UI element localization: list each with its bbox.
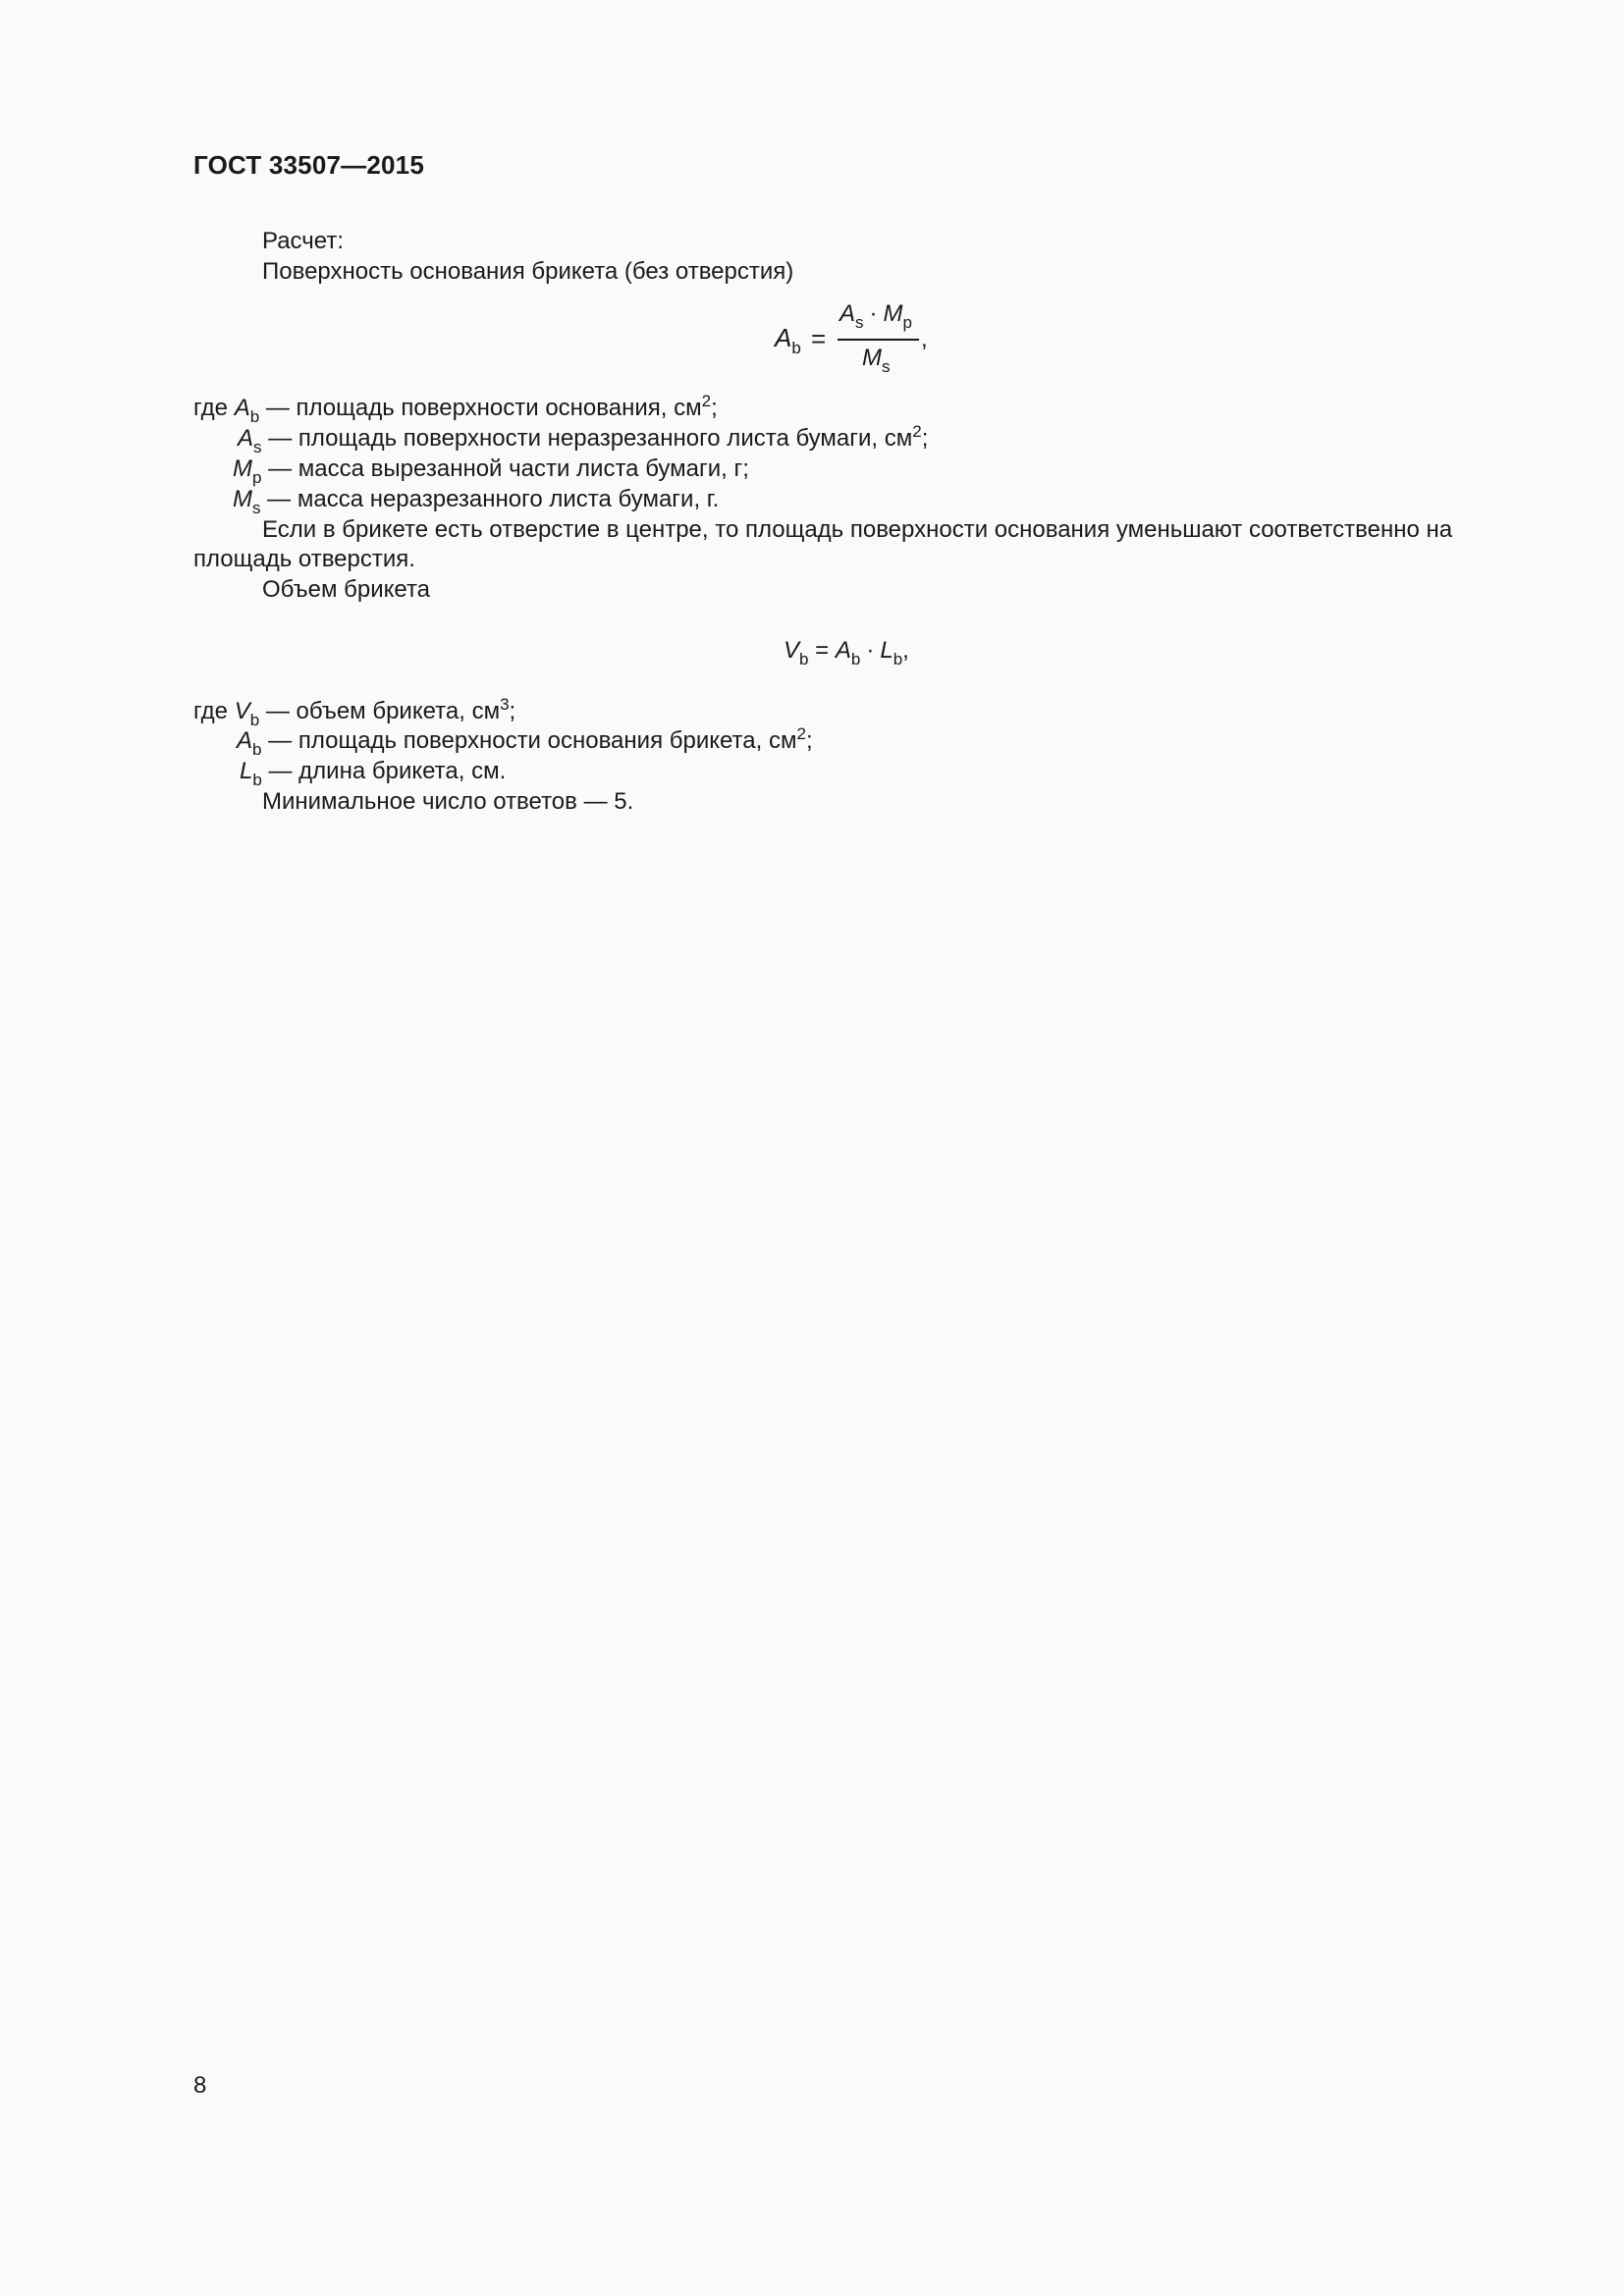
where1-row-2: $A_s$ — площадь поверхности неразрезанного листа бумаги, $см^2$; [238, 422, 929, 456]
where1-row-1: где $A_b$ — площадь поверхности основания, $см^2$; [193, 392, 718, 426]
calc-heading: Расчет: [262, 228, 345, 254]
hole-note-line-1: Если в брикете есть отверстие в центре, то площадь поверхности основания уменьшают соответственно на [262, 516, 1453, 543]
formula1-numerator: $A_s \cdot M_p$ [839, 300, 912, 332]
volume-title: Объем брикета [262, 576, 431, 603]
formula1-lhs: $A_b$ [775, 323, 801, 357]
where2-row-2: $A_b$ — площадь поверхности основания брикета, $см^2$; [237, 724, 813, 759]
formula-volume: $V_b = A_b \cdot L_b$, [784, 637, 909, 668]
where2-row-1: где $V_b$ — объем брикета, $см^3$; [193, 695, 516, 729]
page-number: 8 [193, 2072, 207, 2099]
min-answers-note: Минимальное число ответов — 5. [262, 788, 634, 815]
formula1-denominator: $M_s$ [862, 345, 891, 376]
hole-note-line-2: площадь отверстия. [193, 546, 415, 572]
where1-row-4: $M_s$ — масса неразрезанного листа бумаги, г. [233, 486, 720, 517]
formula1-fraction-bar [838, 339, 919, 341]
where1-row-3: $M_p$ — масса вырезанной части листа бумаги, г; [233, 455, 749, 487]
formula1-comma: , [921, 326, 928, 352]
surface-title: Поверхность основания брикета (без отверстия) [262, 258, 794, 285]
standard-header: ГОСТ 33507—2015 [193, 150, 424, 180]
where2-row-3: $L_b$ — длина брикета, см. [240, 758, 507, 789]
formula1-equals: = [811, 324, 827, 353]
